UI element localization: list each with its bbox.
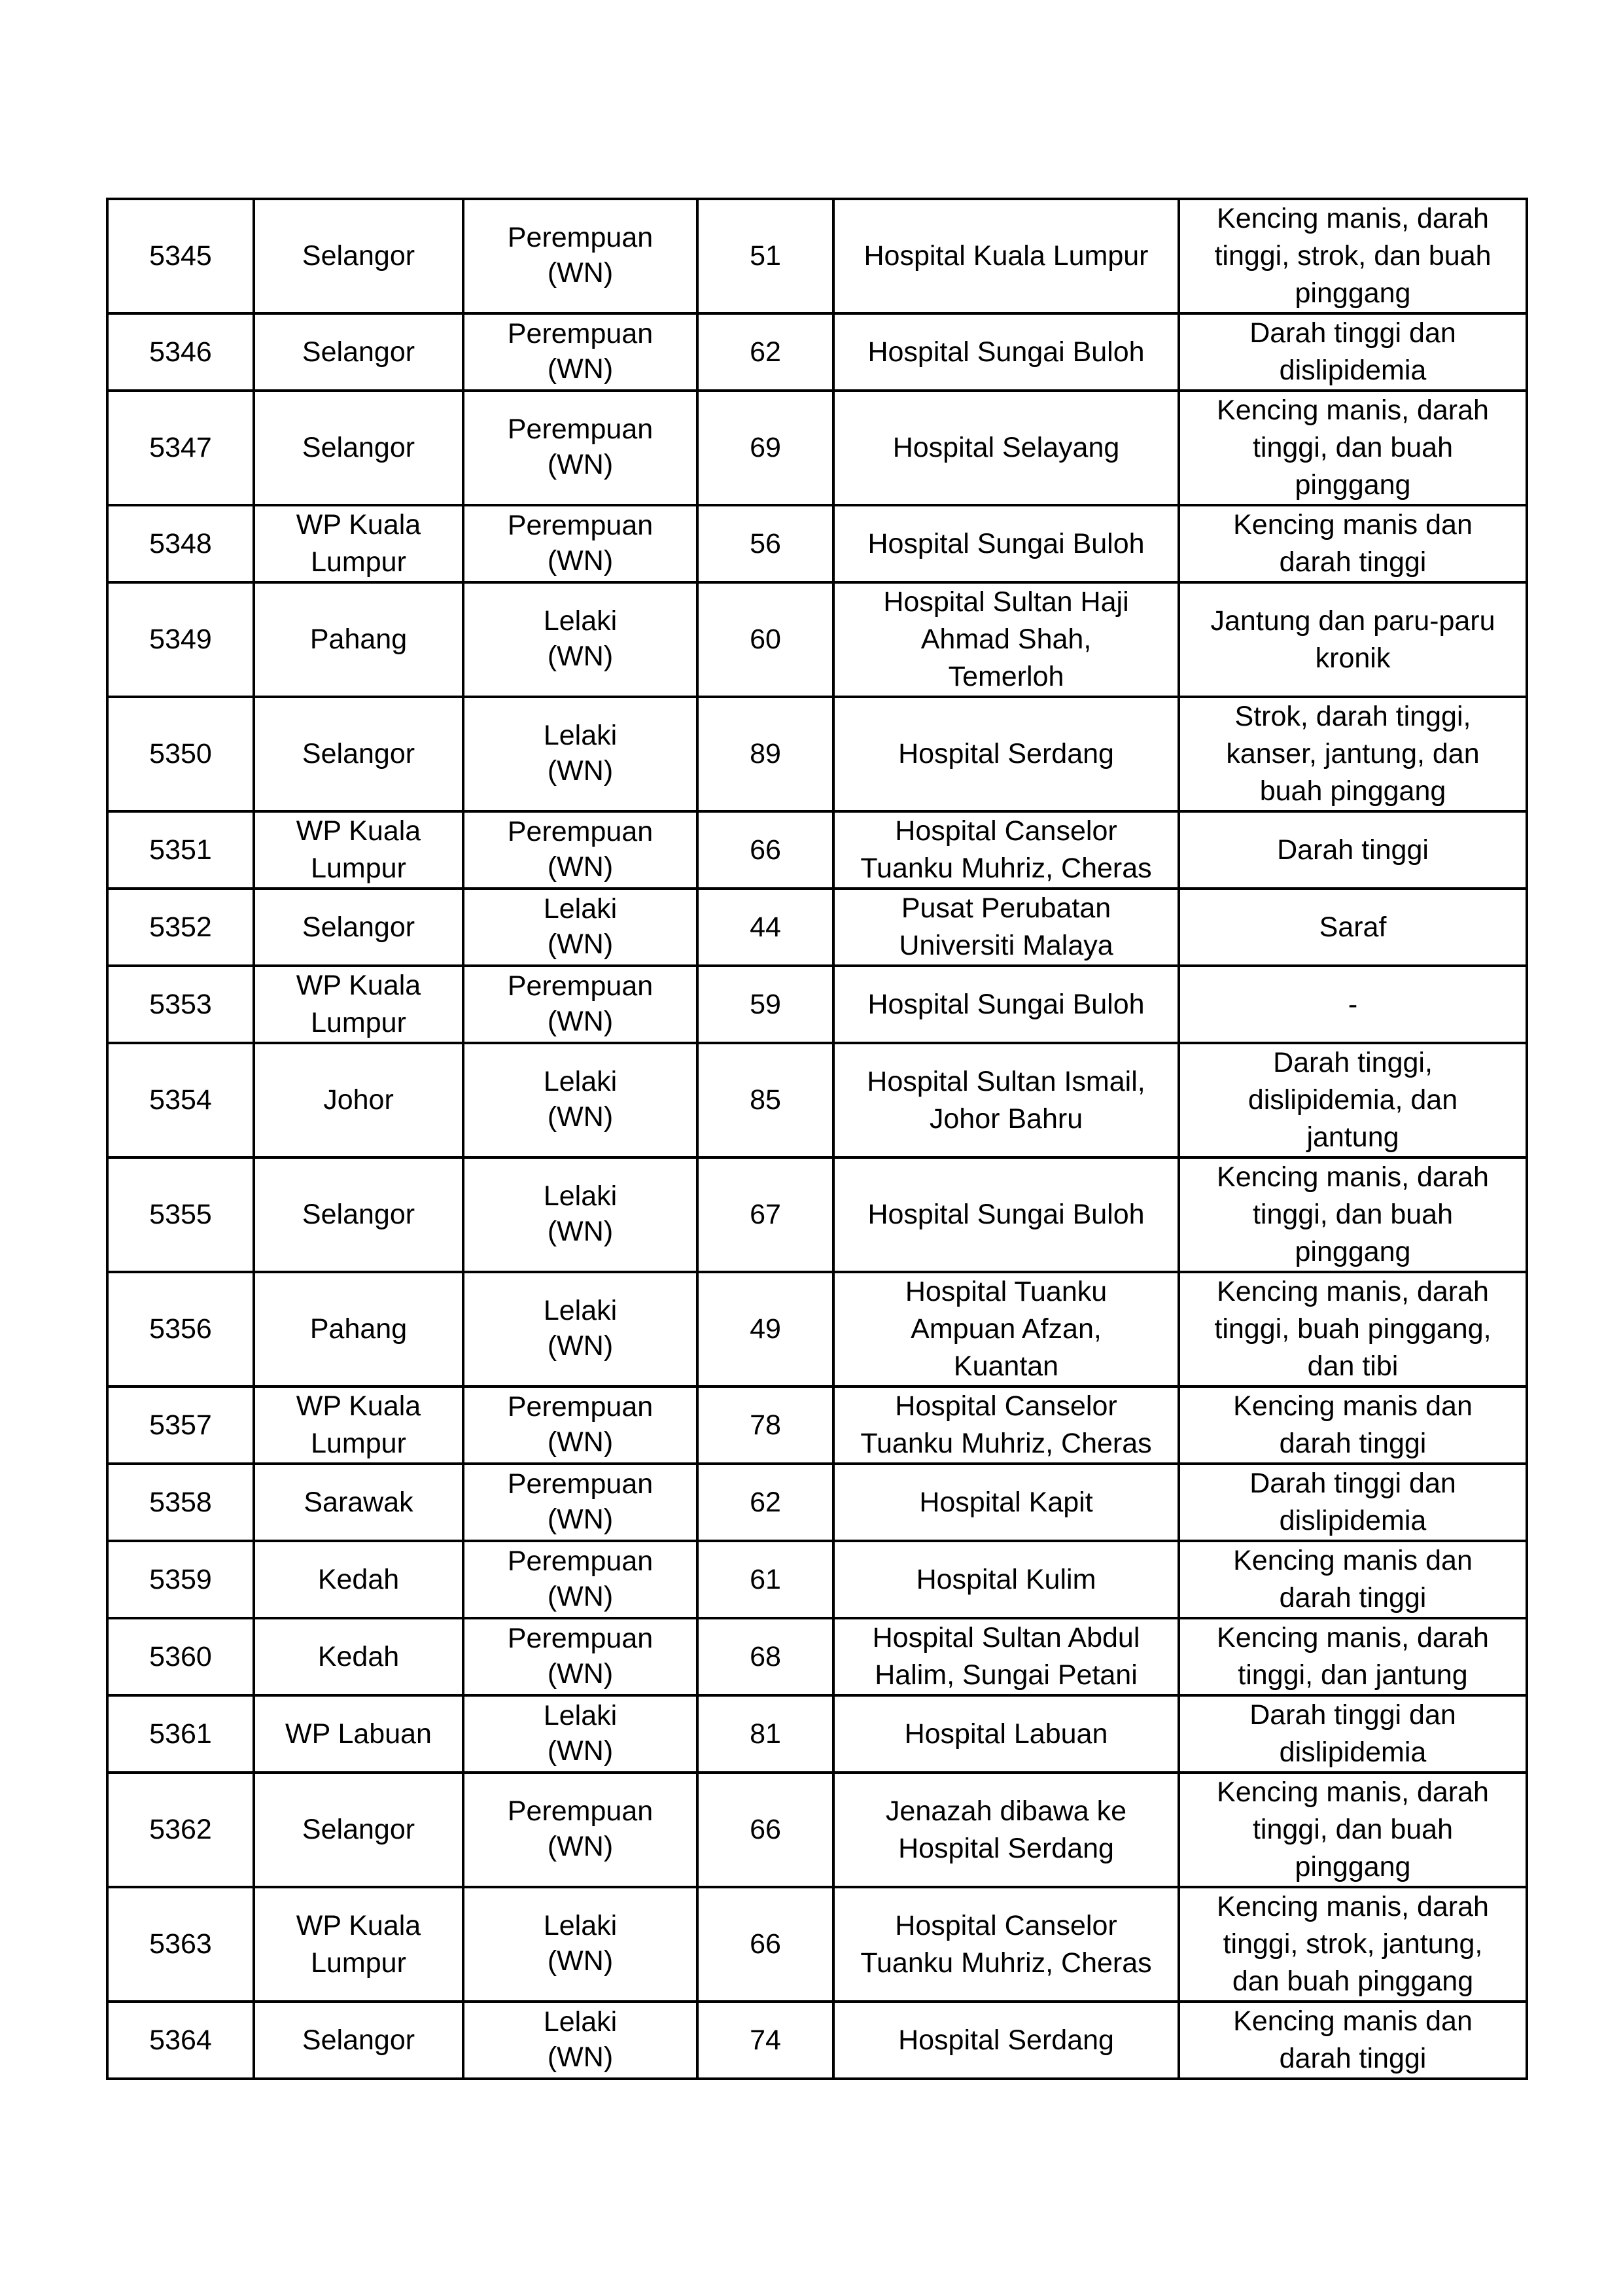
conditions-cell: Kencing manis dan darah tinggi xyxy=(1179,505,1527,582)
conditions-cell: Kencing manis dan darah tinggi xyxy=(1179,1386,1527,1464)
table-row xyxy=(107,1386,1527,1464)
hospital-cell: Hospital Kulim xyxy=(833,1541,1179,1618)
state-cell: Johor xyxy=(254,1043,463,1157)
gender-label: Perempuan xyxy=(507,222,654,253)
state-cell: Selangor xyxy=(254,1157,463,1272)
conditions-cell: Darah tinggi, dislipidemia, dan jantung xyxy=(1179,1043,1527,1157)
state-cell: Selangor xyxy=(254,313,463,391)
case-number-cell: 5360 xyxy=(107,1618,254,1695)
citizenship-label: (WN) xyxy=(547,1580,614,1612)
conditions-cell: Darah tinggi dan dislipidemia xyxy=(1179,313,1527,391)
age-cell: 66 xyxy=(697,811,833,889)
hospital-cell: Hospital Serdang xyxy=(833,2002,1179,2079)
citizenship-label: (WN) xyxy=(547,353,614,385)
conditions-cell: Darah tinggi dan dislipidemia xyxy=(1179,1695,1527,1773)
gender-label: Lelaki xyxy=(543,1910,618,1941)
gender-label: Perempuan xyxy=(507,1390,654,1422)
citizenship-label: (WN) xyxy=(547,449,614,480)
gender-label: Lelaki xyxy=(543,1180,618,1212)
table-row xyxy=(107,505,1527,582)
conditions-cell: Saraf xyxy=(1179,889,1527,966)
citizenship-label: (WN) xyxy=(547,1831,614,1862)
citizenship-label: (WN) xyxy=(547,1735,614,1767)
gender-label: Perempuan xyxy=(507,1545,654,1577)
age-cell: 67 xyxy=(697,1157,833,1272)
gender-label: Perempuan xyxy=(507,970,654,1002)
conditions-cell: Kencing manis, darah tinggi, dan buah pinggang xyxy=(1179,1157,1527,1272)
state-cell: Pahang xyxy=(254,582,463,697)
state-cell: WP Labuan xyxy=(254,1695,463,1773)
table-row xyxy=(107,889,1527,966)
conditions-cell: Darah tinggi dan dislipidemia xyxy=(1179,1464,1527,1541)
hospital-cell: Hospital Kapit xyxy=(833,1464,1179,1541)
hospital-cell: Hospital Sungai Buloh xyxy=(833,505,1179,582)
gender-label: Lelaki xyxy=(543,1066,618,1097)
citizenship-label: (WN) xyxy=(547,544,614,576)
citizenship-label: (WN) xyxy=(547,1426,614,1458)
hospital-cell: Hospital Sungai Buloh xyxy=(833,313,1179,391)
gender-cell xyxy=(463,1887,697,2002)
gender-cell xyxy=(463,313,697,391)
hospital-cell: Hospital Sungai Buloh xyxy=(833,1157,1179,1272)
table-row xyxy=(107,1887,1527,2002)
hospital-cell: Hospital Sultan Abdul Halim, Sungai Petani xyxy=(833,1618,1179,1695)
citizenship-label: (WN) xyxy=(547,257,614,289)
gender-label: Perempuan xyxy=(507,815,654,847)
table-row xyxy=(107,1464,1527,1541)
hospital-cell: Hospital Canselor Tuanku Muhriz, Cheras xyxy=(833,1887,1179,2002)
state-cell: Selangor xyxy=(254,697,463,811)
case-number-cell: 5357 xyxy=(107,1386,254,1464)
hospital-cell: Hospital Sultan Ismail, Johor Bahru xyxy=(833,1043,1179,1157)
table-row xyxy=(107,1773,1527,1887)
age-cell: 89 xyxy=(697,697,833,811)
table-row xyxy=(107,199,1527,313)
hospital-cell: Hospital Canselor Tuanku Muhriz, Cheras xyxy=(833,811,1179,889)
case-number-cell: 5358 xyxy=(107,1464,254,1541)
gender-label: Lelaki xyxy=(543,720,618,751)
hospital-cell: Hospital Canselor Tuanku Muhriz, Cheras xyxy=(833,1386,1179,1464)
citizenship-label: (WN) xyxy=(547,1503,614,1535)
gender-cell xyxy=(463,1386,697,1464)
table-row xyxy=(107,1695,1527,1773)
state-cell: Selangor xyxy=(254,1773,463,1887)
state-cell: WP Kuala Lumpur xyxy=(254,811,463,889)
case-number-cell: 5346 xyxy=(107,313,254,391)
state-cell: Selangor xyxy=(254,889,463,966)
age-cell: 59 xyxy=(697,966,833,1043)
gender-cell xyxy=(463,889,697,966)
conditions-cell: Jantung dan paru-paru kronik xyxy=(1179,582,1527,697)
hospital-cell: Pusat Perubatan Universiti Malaya xyxy=(833,889,1179,966)
age-cell: 60 xyxy=(697,582,833,697)
gender-label: Perempuan xyxy=(507,1622,654,1654)
table-row xyxy=(107,2002,1527,2079)
state-cell: Kedah xyxy=(254,1618,463,1695)
state-cell: WP Kuala Lumpur xyxy=(254,1386,463,1464)
gender-cell xyxy=(463,1043,697,1157)
case-number-cell: 5355 xyxy=(107,1157,254,1272)
conditions-cell: Kencing manis, darah tinggi, dan jantung xyxy=(1179,1618,1527,1695)
case-number-cell: 5359 xyxy=(107,1541,254,1618)
hospital-cell: Hospital Kuala Lumpur xyxy=(833,199,1179,313)
age-cell: 74 xyxy=(697,2002,833,2079)
state-cell: Sarawak xyxy=(254,1464,463,1541)
table-row xyxy=(107,1541,1527,1618)
age-cell: 51 xyxy=(697,199,833,313)
conditions-cell: Darah tinggi xyxy=(1179,811,1527,889)
table-row xyxy=(107,811,1527,889)
conditions-cell: Kencing manis dan darah tinggi xyxy=(1179,2002,1527,2079)
gender-label: Lelaki xyxy=(543,1295,618,1326)
state-cell: Selangor xyxy=(254,199,463,313)
gender-label: Lelaki xyxy=(543,605,618,637)
hospital-cell: Jenazah dibawa ke Hospital Serdang xyxy=(833,1773,1179,1887)
table-row xyxy=(107,391,1527,505)
case-number-cell: 5363 xyxy=(107,1887,254,2002)
case-number-cell: 5356 xyxy=(107,1272,254,1386)
case-number-cell: 5362 xyxy=(107,1773,254,1887)
gender-label: Lelaki xyxy=(543,892,618,925)
table-row xyxy=(107,697,1527,811)
conditions-cell: Kencing manis, darah tinggi, buah pinggang, dan tibi xyxy=(1179,1272,1527,1386)
age-cell: 68 xyxy=(697,1618,833,1695)
case-number-cell: 5352 xyxy=(107,889,254,966)
deaths-table xyxy=(106,198,1528,2080)
hospital-cell: Hospital Sungai Buloh xyxy=(833,966,1179,1043)
gender-label: Perempuan xyxy=(507,509,654,541)
state-cell: Kedah xyxy=(254,1541,463,1618)
table-row xyxy=(107,1618,1527,1695)
state-cell: WP Kuala Lumpur xyxy=(254,966,463,1043)
age-cell: 66 xyxy=(697,1887,833,2002)
case-number-cell: 5345 xyxy=(107,199,254,313)
state-cell: WP Kuala Lumpur xyxy=(254,505,463,582)
age-cell: 81 xyxy=(697,1695,833,1773)
citizenship-label: (WN) xyxy=(547,641,614,672)
hospital-cell: Hospital Serdang xyxy=(833,697,1179,811)
case-number-cell: 5354 xyxy=(107,1043,254,1157)
gender-label: Perempuan xyxy=(507,317,654,349)
case-number-cell: 5350 xyxy=(107,697,254,811)
age-cell: 78 xyxy=(697,1386,833,1464)
gender-cell xyxy=(463,966,697,1043)
state-cell: Selangor xyxy=(254,391,463,505)
gender-label: Perempuan xyxy=(507,414,654,445)
gender-label: Perempuan xyxy=(507,1795,654,1827)
citizenship-label: (WN) xyxy=(547,851,614,883)
state-cell: WP Kuala Lumpur xyxy=(254,1887,463,2002)
conditions-cell: Kencing manis, darah tinggi, strok, dan buah pinggang xyxy=(1179,199,1527,313)
state-cell: Selangor xyxy=(254,2002,463,2079)
case-number-cell: 5349 xyxy=(107,582,254,697)
gender-cell xyxy=(463,1618,697,1695)
case-number-cell: 5353 xyxy=(107,966,254,1043)
gender-label: Lelaki xyxy=(543,2005,618,2038)
conditions-cell: Kencing manis dan darah tinggi xyxy=(1179,1541,1527,1618)
age-cell: 66 xyxy=(697,1773,833,1887)
gender-cell xyxy=(463,811,697,889)
age-cell: 85 xyxy=(697,1043,833,1157)
gender-cell xyxy=(463,1272,697,1386)
age-cell: 62 xyxy=(697,1464,833,1541)
gender-cell xyxy=(463,1541,697,1618)
case-number-cell: 5348 xyxy=(107,505,254,582)
hospital-cell: Hospital Tuanku Ampuan Afzan, Kuantan xyxy=(833,1272,1179,1386)
age-cell: 61 xyxy=(697,1541,833,1618)
age-cell: 62 xyxy=(697,313,833,391)
citizenship-label: (WN) xyxy=(547,928,614,960)
case-number-cell: 5351 xyxy=(107,811,254,889)
conditions-cell: Kencing manis, darah tinggi, strok, jantung, dan buah pinggang xyxy=(1179,1887,1527,2002)
gender-label: Perempuan xyxy=(507,1468,654,1500)
age-cell: 49 xyxy=(697,1272,833,1386)
table-row xyxy=(107,313,1527,391)
gender-cell xyxy=(463,505,697,582)
case-number-cell: 5364 xyxy=(107,2002,254,2079)
gender-cell xyxy=(463,199,697,313)
gender-cell xyxy=(463,1695,697,1773)
citizenship-label: (WN) xyxy=(547,1945,614,1977)
citizenship-label: (WN) xyxy=(547,755,614,786)
gender-cell xyxy=(463,1773,697,1887)
citizenship-label: (WN) xyxy=(547,1005,614,1037)
age-cell: 56 xyxy=(697,505,833,582)
case-number-cell: 5347 xyxy=(107,391,254,505)
citizenship-label: (WN) xyxy=(547,1101,614,1133)
gender-cell xyxy=(463,1157,697,1272)
citizenship-label: (WN) xyxy=(547,1330,614,1362)
conditions-cell: Strok, darah tinggi, kanser, jantung, dan buah pinggang xyxy=(1179,697,1527,811)
table-row xyxy=(107,1043,1527,1157)
table-row xyxy=(107,1157,1527,1272)
state-cell: Pahang xyxy=(254,1272,463,1386)
conditions-cell: - xyxy=(1179,966,1527,1043)
case-number-cell: 5361 xyxy=(107,1695,254,1773)
age-cell: 44 xyxy=(697,889,833,966)
gender-cell xyxy=(463,391,697,505)
table-row xyxy=(107,1272,1527,1386)
hospital-cell: Hospital Labuan xyxy=(833,1695,1179,1773)
hospital-cell: Hospital Selayang xyxy=(833,391,1179,505)
table-row xyxy=(107,582,1527,697)
age-cell: 69 xyxy=(697,391,833,505)
hospital-cell: Hospital Sultan Haji Ahmad Shah, Temerloh xyxy=(833,582,1179,697)
gender-cell xyxy=(463,697,697,811)
gender-cell xyxy=(463,2002,697,2079)
gender-label: Lelaki xyxy=(543,1699,618,1731)
gender-cell xyxy=(463,582,697,697)
table-row xyxy=(107,966,1527,1043)
gender-cell xyxy=(463,1464,697,1541)
citizenship-label: (WN) xyxy=(547,1216,614,1247)
citizenship-label: (WN) xyxy=(547,2041,614,2073)
table-body xyxy=(107,199,1527,2079)
conditions-cell: Kencing manis, darah tinggi, dan buah pinggang xyxy=(1179,391,1527,505)
conditions-cell: Kencing manis, darah tinggi, dan buah pinggang xyxy=(1179,1773,1527,1887)
citizenship-label: (WN) xyxy=(547,1657,614,1689)
